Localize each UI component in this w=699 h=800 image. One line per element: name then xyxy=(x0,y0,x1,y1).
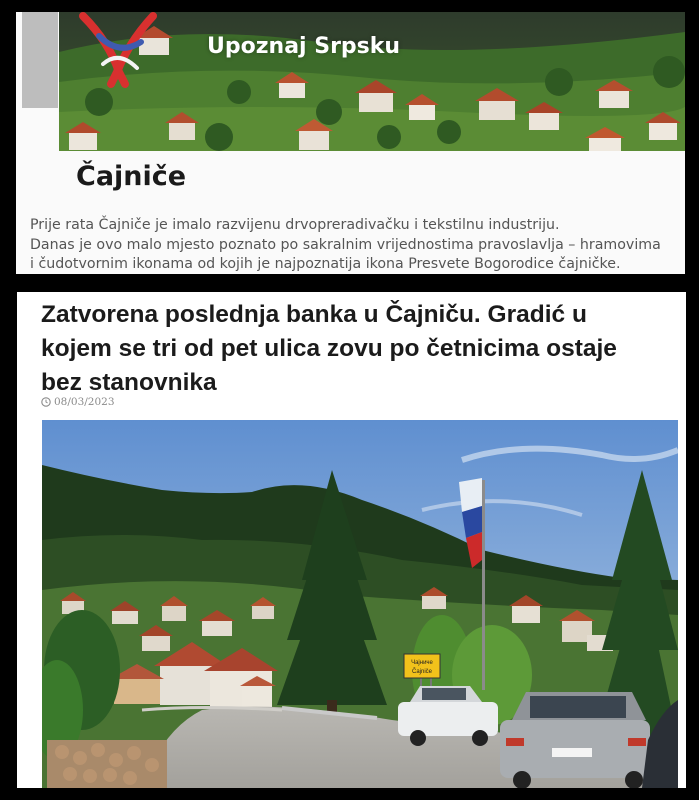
intro-line: Danas je ovo malo mjesto poznato po sakralnim vrijednostima pravoslavlja – hramovima xyxy=(30,236,661,253)
article-photo xyxy=(42,420,678,788)
article-headline[interactable] xyxy=(41,298,671,400)
intro-line: Prije rata Čajniče je imalo razvijenu drvopreradivačku i tekstilnu industriju. xyxy=(30,217,560,233)
date-text: 08/03/2023 xyxy=(54,396,115,408)
page-title: Čajniče xyxy=(76,161,187,192)
side-tab xyxy=(22,12,58,108)
article-date xyxy=(41,396,115,408)
site-title[interactable]: Upoznaj Srpsku xyxy=(207,34,401,59)
stylized-cross-logo-icon xyxy=(79,12,157,90)
news-article-panel xyxy=(17,292,686,788)
intro-paragraph xyxy=(30,216,682,274)
header-banner xyxy=(59,12,685,151)
town-sign-line: Чајниче xyxy=(411,660,433,666)
tourism-site-panel xyxy=(16,12,685,274)
town-street-photo xyxy=(42,420,678,788)
headline-line: Zatvorena poslednja banka u Čajniču. Gradić u xyxy=(41,301,587,328)
intro-line: i čudotvornim ikonama od kojih je najpoznatija ikona Presvete Bogorodice čajničke. xyxy=(30,256,621,272)
headline-line: kojem se tri od pet ulica zovu po četnicima ostaje xyxy=(41,335,617,362)
clock-icon xyxy=(41,397,51,407)
town-sign-line: Čajniče xyxy=(411,669,433,675)
headline-line: bez stanovnika xyxy=(41,369,217,396)
